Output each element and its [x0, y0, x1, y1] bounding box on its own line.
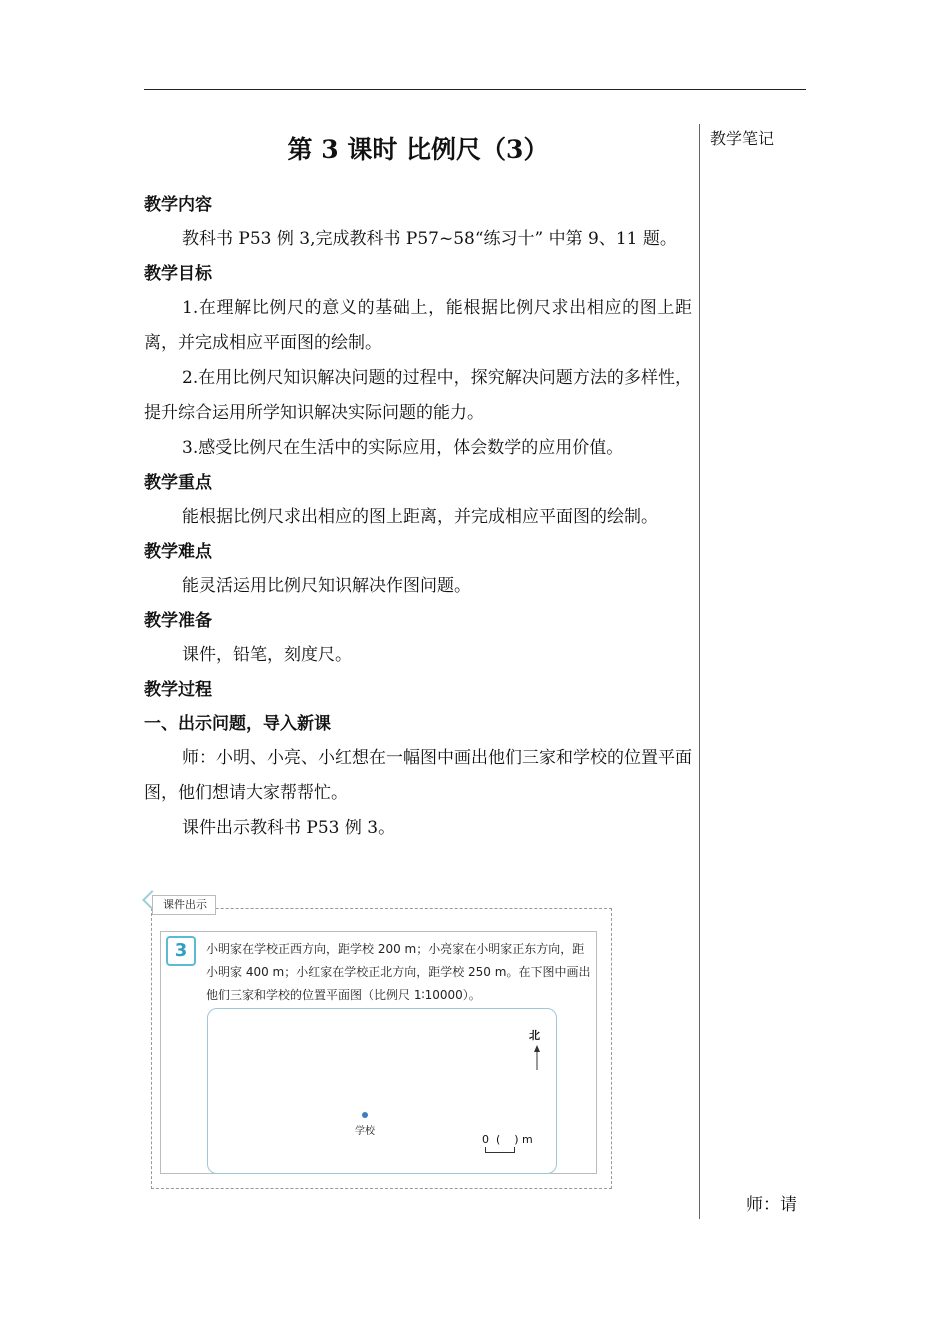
lesson-content	[144, 130, 692, 846]
example-box	[160, 931, 597, 1174]
section-heading-key-points: 教学重点	[144, 473, 212, 493]
objective-3: 3.感受比例尺在生活中的实际应用，体会数学的应用价值。	[182, 438, 624, 458]
example-problem-text: 小明家在学校正西方向，距学校 200 m；小亮家在小明家正东方向，距小明家 400 m；小红家在学校正北方向，距学校 250 m。在下图中画出他们三家和学校的位置平面图（比例尺 1∶10000）。	[206, 942, 591, 1002]
step-1-paragraph-2: 课件出示教科书 P53 例 3。	[182, 818, 396, 838]
scale-label: 0 ( ) m	[482, 1133, 533, 1146]
objective-2: 2.在用比例尺知识解决问题的过程中，探究解决问题方法的多样性，提升综合运用所学知识解决实际问题的能力。	[144, 368, 692, 423]
objective-1: 1.在理解比例尺的意义的基础上，能根据比例尺求出相应的图上距离，并完成相应平面图的绘制。	[144, 298, 692, 353]
section-heading-preparation: 教学准备	[144, 611, 212, 631]
scale-bar	[485, 1147, 515, 1153]
section-heading-content: 教学内容	[144, 195, 212, 215]
step-1-paragraph-1: 师：小明、小亮、小红想在一幅图中画出他们三家和学校的位置平面图，他们想请大家帮帮忙。	[144, 748, 692, 803]
plan-map-area	[207, 1008, 557, 1174]
section-heading-objectives: 教学目标	[144, 264, 212, 284]
teaching-notes-label: 教学笔记	[710, 129, 775, 148]
section-heading-step-1: 一、出示问题，导入新课	[144, 714, 331, 734]
key-point-paragraph: 能根据比例尺求出相应的图上距离，并完成相应平面图的绘制。	[182, 507, 658, 527]
section-heading-difficulties: 教学难点	[144, 542, 212, 562]
content-paragraph: 教科书 P53 例 3,完成教科书 P57~58“练习十” 中第 9、11 题。	[182, 229, 677, 249]
school-label: 学校	[355, 1126, 375, 1137]
header-rule	[144, 89, 806, 90]
courseware-figure	[151, 898, 612, 1189]
difficulty-paragraph: 能灵活运用比例尺知识解决作图问题。	[182, 576, 471, 596]
notes-column-divider	[699, 124, 700, 1219]
north-arrow-icon	[533, 1045, 541, 1071]
section-heading-process: 教学过程	[144, 680, 212, 700]
preparation-paragraph: 课件，铅笔，刻度尺。	[182, 645, 352, 665]
lesson-title: 第 3 课时 比例尺（3）	[287, 135, 549, 164]
example-number-badge: 3	[166, 936, 196, 966]
north-label: 北	[529, 1029, 540, 1042]
school-dot-icon	[362, 1112, 368, 1118]
courseware-tag: 课件出示	[152, 895, 216, 915]
side-note: 师：请	[746, 1195, 797, 1215]
